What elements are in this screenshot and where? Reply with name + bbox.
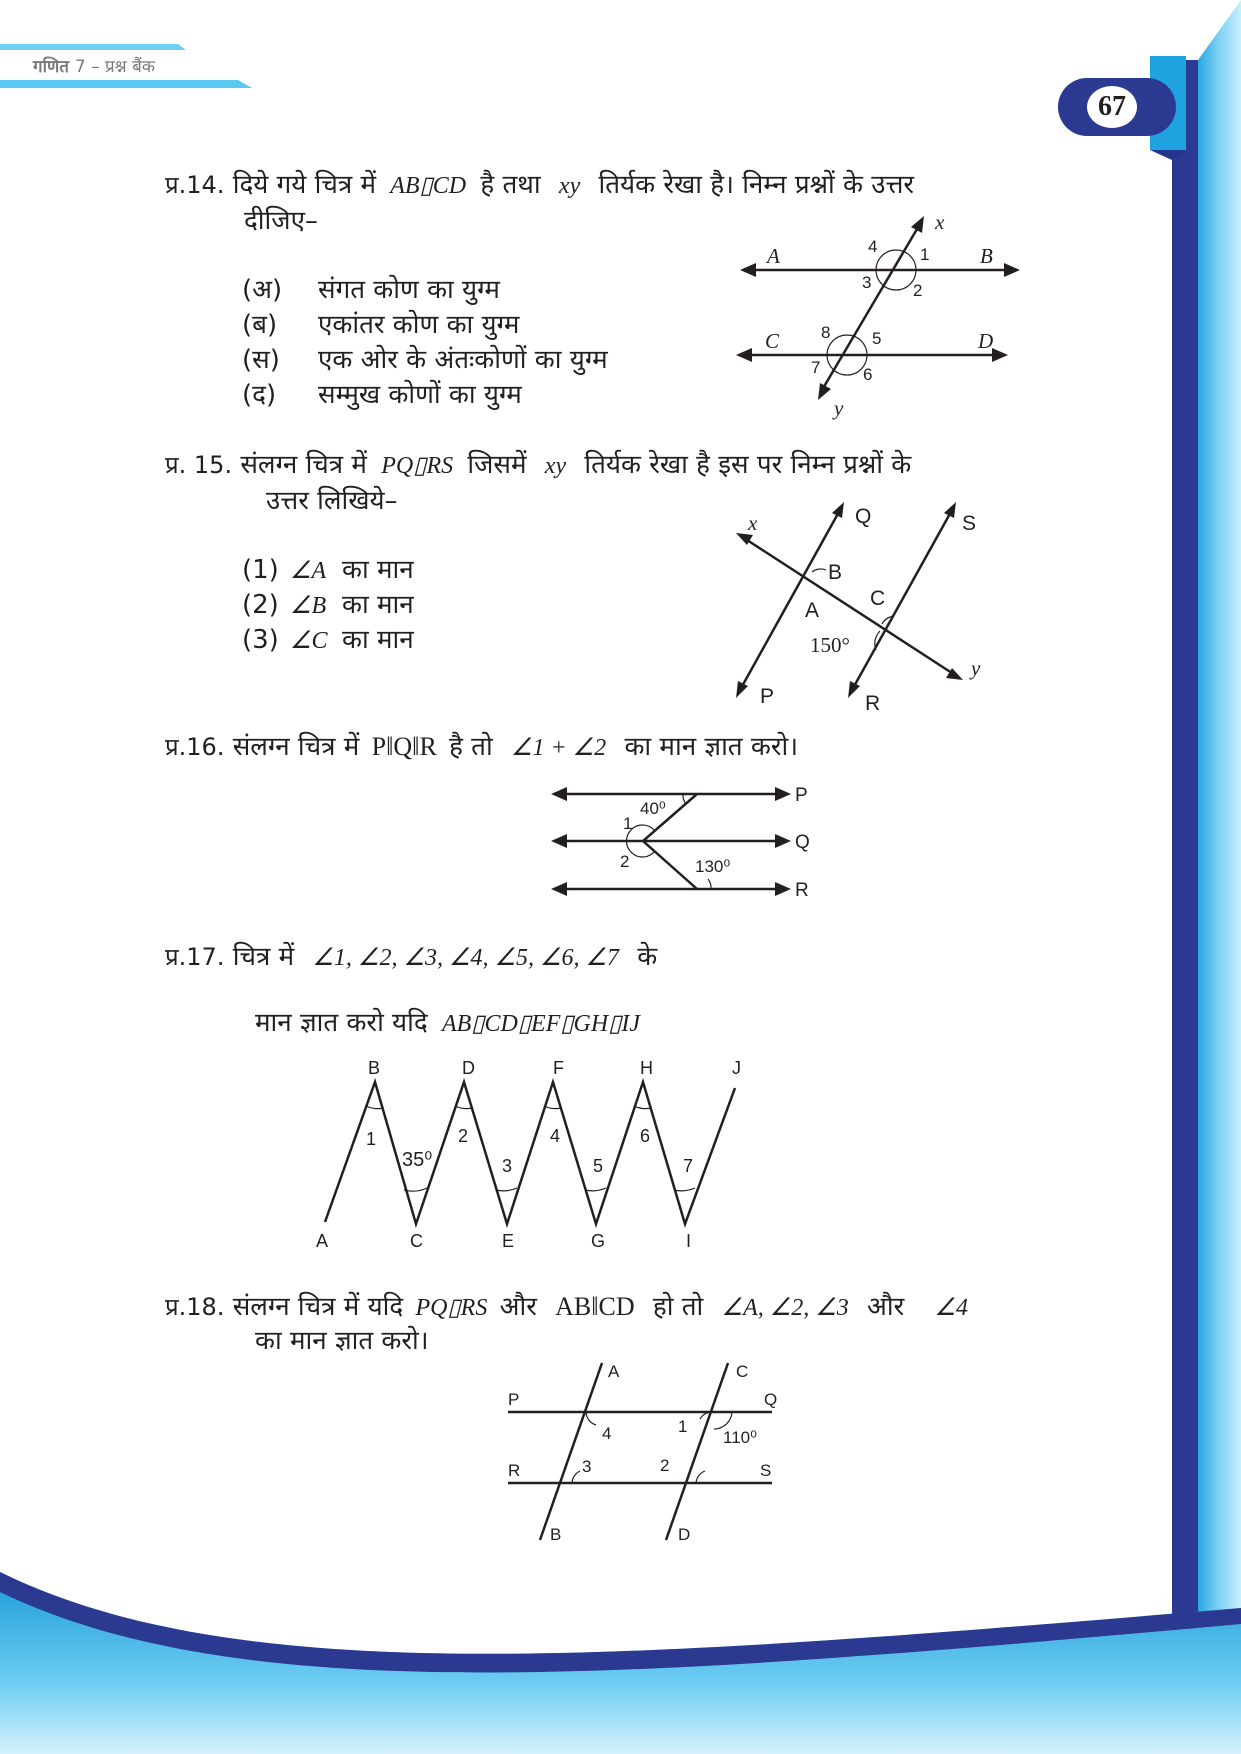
q17-line1 — [165, 940, 657, 975]
q16-number: प्र.16. — [165, 733, 225, 761]
book-title — [33, 54, 155, 77]
q16-fig-label: 130⁰ — [695, 857, 731, 876]
q14-math-b: xy — [558, 173, 581, 199]
q16-fig-label: P — [795, 785, 808, 806]
right-dark-band — [1172, 60, 1198, 1620]
q17-figure — [310, 1050, 760, 1250]
header-bar-top — [0, 44, 186, 50]
q15-fig-label: B — [828, 561, 843, 584]
q17-text-a: चित्र में — [232, 942, 295, 972]
q16-fig-label: 1 — [623, 814, 633, 833]
q18-math-b: AB‖CD — [555, 1292, 635, 1321]
q17-fig-label: G — [591, 1231, 606, 1250]
q16-math-b: ∠1 + ∠2 — [510, 735, 607, 761]
q14-item-text: संगत कोण का युग्म — [318, 275, 500, 305]
q15-fig-label: P — [760, 685, 775, 708]
q14-fig-label: 1 — [920, 245, 930, 264]
q18-fig-label: 3 — [582, 1457, 592, 1476]
book-title-sub: 7 – प्रश्न बैंक — [74, 57, 155, 77]
q17-fig-label: B — [368, 1058, 381, 1078]
q15-fig-label: 150° — [810, 633, 850, 657]
q15-fig-label: A — [805, 599, 820, 622]
q17-fig-label: 4 — [550, 1126, 561, 1146]
q15-math-b: xy — [544, 453, 567, 479]
q15-fig-label: R — [865, 692, 881, 715]
q14-item-key: (ब) — [242, 310, 278, 340]
q17-fig-label: 3 — [502, 1156, 513, 1176]
q15-item-text: का मान — [342, 555, 414, 585]
q18-fig-label: C — [736, 1362, 749, 1381]
q17-fig-label: D — [462, 1058, 475, 1078]
q15-fig-label: x — [748, 511, 758, 535]
q18-text-d: और — [867, 1292, 905, 1322]
q17-fig-label: C — [410, 1231, 423, 1250]
q18-fig-label: 110⁰ — [723, 1428, 757, 1447]
q14-text-c: तिर्यक रेखा है। निम्न प्रश्नों के उत्तर — [598, 170, 915, 200]
q18-fig-label: Q — [764, 1390, 778, 1409]
q14-item-text: एकांतर कोण का युग्म — [318, 310, 520, 340]
q18-line1 — [165, 1290, 968, 1325]
q14-item — [242, 273, 500, 307]
q14-fig-label: x — [935, 210, 945, 234]
q17-fig-label: 1 — [366, 1129, 377, 1149]
q15-item-angle: ∠C — [290, 628, 328, 654]
q14-line2: दीजिए– — [244, 206, 318, 236]
q14-text-a: दिये गये चित्र में — [232, 170, 376, 200]
q14-text-b: है तथा — [480, 170, 541, 200]
q15-item-key: (2) — [242, 590, 279, 620]
q15-text-c: तिर्यक रेखा है इस पर निम्न प्रश्नों के — [584, 450, 912, 480]
q14-line1 — [165, 168, 914, 203]
q14-fig-label: 5 — [872, 329, 882, 348]
q14-figure — [730, 210, 1020, 420]
q16-line1 — [165, 730, 798, 765]
q16-fig-label: R — [795, 880, 809, 901]
q15-fig-label: S — [962, 512, 977, 535]
q18-figure — [500, 1355, 800, 1550]
q17-fig-label: 7 — [683, 1156, 694, 1176]
header-bar-bottom — [0, 80, 252, 88]
q18-fig-label: 1 — [678, 1417, 688, 1436]
q15-number: प्र. 15. — [165, 451, 233, 479]
q14-fig-label: 4 — [868, 237, 878, 256]
q15-text-b: जिसमें — [467, 450, 527, 480]
q14-item-text: सम्मुख कोणों का युग्म — [318, 380, 522, 410]
zigzag — [325, 1082, 735, 1224]
q18-fig-label: 2 — [660, 1456, 670, 1475]
q18-line2: का मान ज्ञात करो। — [255, 1326, 429, 1356]
q14-item — [242, 343, 608, 377]
q14-fig-label: 2 — [913, 281, 923, 300]
q15-item-key: (1) — [242, 555, 279, 585]
book-title-main: गणित — [33, 57, 69, 77]
q14-item-key: (अ) — [242, 275, 283, 305]
q17-fig-label: A — [316, 1231, 329, 1250]
page-number: 67 — [1098, 91, 1126, 122]
q15-item-text: का मान — [342, 590, 414, 620]
q14-fig-label: C — [765, 329, 780, 353]
line-pq — [740, 510, 843, 690]
line-cd — [666, 1363, 728, 1540]
q15-item — [242, 553, 414, 588]
q18-math-d: ∠4 — [934, 1295, 969, 1321]
q14-item — [242, 378, 522, 412]
q15-item-angle: ∠A — [290, 558, 327, 584]
q17-fig-label: F — [553, 1058, 564, 1078]
q16-math-a: P‖Q‖R — [371, 732, 437, 761]
q17-line2-text: मान ज्ञात करो यदि — [255, 1008, 428, 1038]
line-ab — [540, 1363, 602, 1540]
q15-fig-label: C — [870, 587, 886, 610]
q18-number: प्र.18. — [165, 1293, 225, 1321]
q18-text-c: हो तो — [652, 1292, 704, 1322]
q15-item-angle: ∠B — [290, 593, 327, 619]
q17-fig-label: 2 — [458, 1126, 469, 1146]
q15-item-text: का मान — [342, 625, 414, 655]
q15-figure — [730, 500, 990, 720]
q17-number: प्र.17. — [165, 943, 225, 971]
q16-fig-label: 2 — [620, 852, 630, 871]
q17-fig-label: J — [732, 1058, 741, 1078]
q17-text-b: के — [637, 942, 658, 972]
q17-fig-label: 35⁰ — [402, 1149, 433, 1171]
q14-fig-label: 7 — [811, 358, 821, 377]
q15-fig-label: Q — [855, 505, 872, 528]
q17-fig-label: E — [502, 1231, 515, 1250]
q17-fig-label: 6 — [640, 1126, 651, 1146]
q14-number: प्र.14. — [165, 171, 225, 199]
q16-figure — [545, 775, 825, 905]
q17-fig-label: I — [686, 1231, 692, 1250]
q18-fig-label: S — [760, 1461, 772, 1480]
q15-item-key: (3) — [242, 625, 279, 655]
q15-fig-label: y — [971, 656, 981, 680]
q16-text-a: संलग्न चित्र में — [232, 732, 360, 762]
q15-item — [242, 588, 414, 623]
q18-text-b: और — [499, 1292, 537, 1322]
q15-line2: उत्तर लिखिये– — [266, 486, 398, 516]
q16-fig-label: 40⁰ — [640, 799, 666, 818]
q14-item-text: एक ओर के अंतःकोणों का युग्म — [318, 345, 608, 375]
q18-math-a: PQ▯RS — [415, 1295, 488, 1321]
q15-text-a: संलग्न चित्र में — [240, 450, 367, 480]
q18-fig-label: A — [608, 1362, 620, 1381]
q16-text-c: का मान ज्ञात करो। — [624, 732, 799, 762]
q15-line1 — [165, 448, 911, 483]
q15-item — [242, 623, 414, 658]
q14-fig-label: A — [767, 244, 780, 268]
q18-fig-label: D — [678, 1525, 691, 1544]
q18-fig-label: R — [508, 1461, 521, 1480]
q14-fig-label: 8 — [821, 323, 831, 342]
q16-text-b: है तो — [449, 732, 493, 762]
q17-fig-label: H — [640, 1058, 653, 1078]
q14-fig-label: B — [980, 244, 993, 268]
q14-item-key: (द) — [242, 380, 277, 410]
q14-fig-label: D — [978, 329, 994, 353]
q17-fig-label: 5 — [593, 1156, 604, 1176]
q14-math-a: AB▯CD — [390, 173, 467, 199]
q14-fig-label: y — [834, 396, 844, 420]
q14-item-key: (स) — [242, 345, 280, 375]
q18-math-c: ∠A, ∠2, ∠3 — [721, 1295, 849, 1321]
q18-fig-label: 4 — [602, 1424, 612, 1443]
q14-item — [242, 308, 519, 342]
q14-fig-label: 3 — [862, 273, 872, 292]
q16-fig-label: Q — [795, 832, 810, 853]
q17-math-a: ∠1, ∠2, ∠3, ∠4, ∠5, ∠6, ∠7 — [312, 945, 620, 971]
q17-line2 — [255, 1006, 640, 1041]
q15-math-a: PQ▯RS — [381, 453, 454, 479]
q18-fig-label: P — [508, 1390, 520, 1409]
q18-fig-label: B — [550, 1525, 562, 1544]
q14-fig-label: 6 — [863, 365, 873, 384]
right-band — [1198, 0, 1241, 1754]
q18-text-a: संलग्न चित्र में यदि — [232, 1292, 404, 1322]
q17-line2-math: AB▯CD▯EF▯GH▯IJ — [441, 1011, 641, 1037]
